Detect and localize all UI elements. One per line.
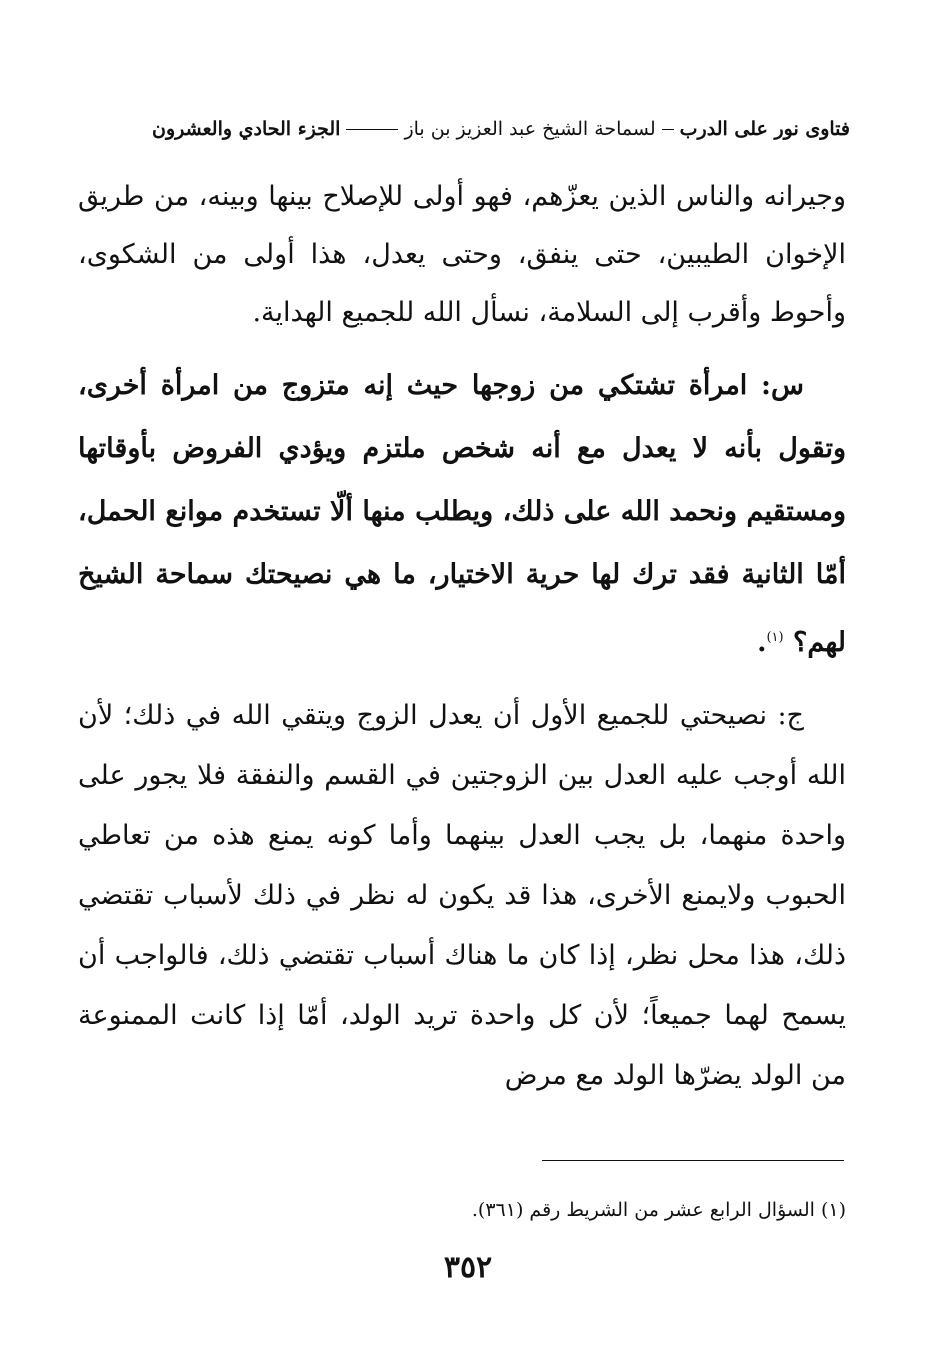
page-body [78, 168, 846, 1106]
question-text: س: امرأة تشتكي من زوجها حيث إنه متزوج من امرأة أخرى، وتقول بأنه لا يعدل مع أنه شخص ملتزم ويؤدي الفروض بأوقاتها ومستقيم ونحمد الله على ذلك، ويطلب منها ألّا تستخدم موانع الحمل، أمّا الثانية فقد ترك لها حرية الاختيار، ما هي نصيحتك سماحة الشيخ لهم؟ [78, 370, 846, 658]
continuation-paragraph: وجيرانه والناس الذين يعزّهم، فهو أولى للإصلاح بينها وبينه، من طريق الإخوان الطيبين، حتى ينفق، وحتى يعدل، هذا أولى من الشكوى، وأحوط وأقرب إلى السلامة، نسأل الله للجميع الهداية. [78, 181, 846, 328]
header-dash-short [662, 129, 674, 130]
footnote: (١) السؤال الرابع عشر من الشريط رقم (٣٦١). [471, 1199, 846, 1221]
book-title: فتاوى نور على الدرب [679, 118, 850, 140]
page-number: ٣٥٢ [443, 1250, 493, 1285]
footnote-ref: (١) [766, 630, 784, 645]
author-name: لسماحة الشيخ عبد العزيز بن باز [404, 118, 656, 140]
footnote-divider [542, 1160, 844, 1161]
running-header [78, 114, 850, 144]
question-end: . [757, 627, 767, 658]
header-dash-long [346, 129, 398, 130]
volume-label: الجزء الحادي والعشرون [152, 118, 341, 140]
answer-paragraph: ج: نصيحتي للجميع الأول أن يعدل الزوج ويتقي الله في ذلك؛ لأن الله أوجب عليه العدل بين الزوجتين في القسم والنفقة فلا يجور على واحدة منهما، بل يجب العدل بينهما وأما كونه يمنع هذه من تعاطي الحبوب ولايمنع الأخرى، هذا قد يكون له نظر في ذلك لأسباب تقتضي ذلك، هذا محل نظر، إذا كان ما هناك أسباب تقتضي ذلك، فالواجب أن يسمح لهما جميعاً؛ لأن كل واحدة تريد الولد، أمّا إذا كانت الممنوعة من الولد يضرّها الولد مع مرض [78, 700, 846, 1091]
question-paragraph [78, 354, 846, 674]
